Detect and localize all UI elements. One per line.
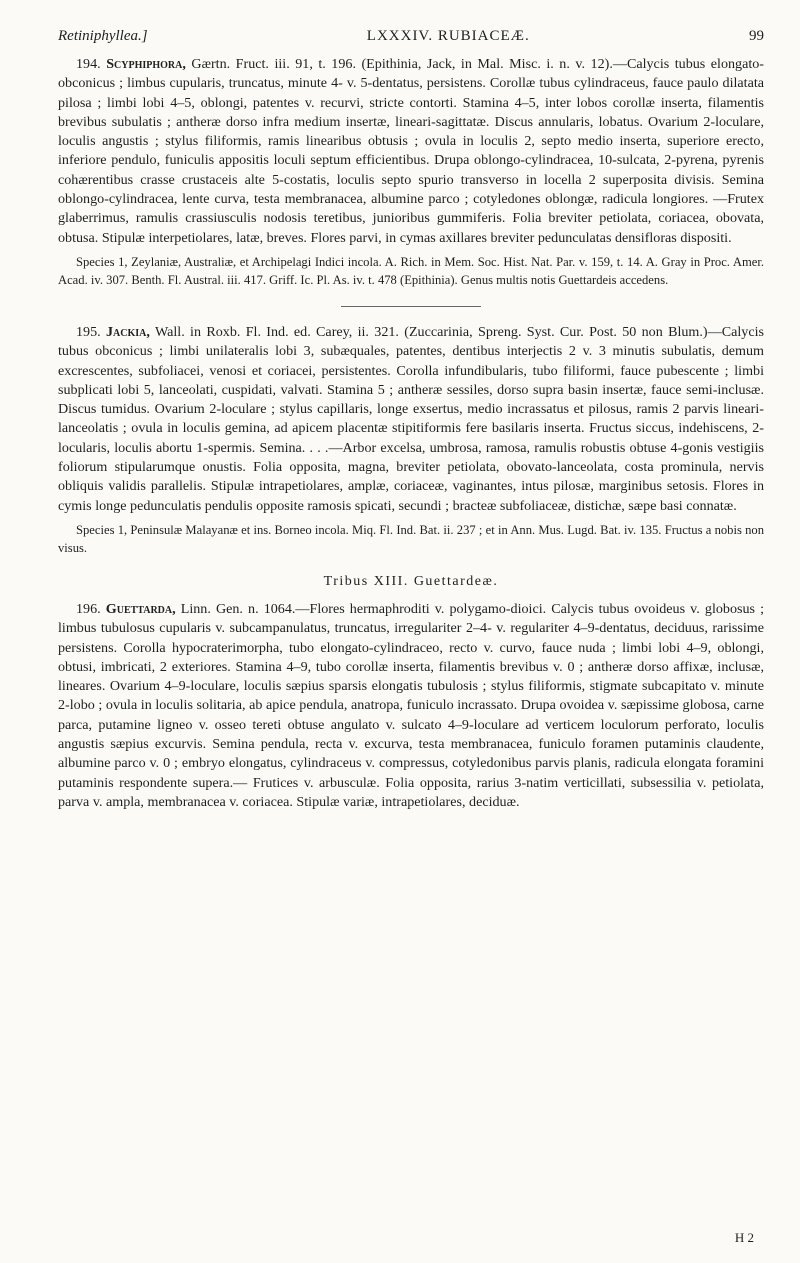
- entry-text: Gærtn. Fruct. iii. 91, t. 196. (Epithinia, Jack, in Mal. Misc. i. n. v. 12).—Calycis tubus elongato-obconicus ; limbus cupularis, truncatus, minute 4- v. 5-dentatus, persistens. Corollæ tubus cylindraceus, fauce paulo dilatata pilosa ; limbi lobi 4–5, oblongi, patentes v. recurvi, stricte contorti. Stamina 4–5, inter lobos corollæ inserta, filamentis brevibus subulatis ; antheræ dorso infra medium insertæ, lineari-sagittatæ. Discus annularis, lobatus. Ovarium 2-loculare, loculis angustis ; stylus filiformis, ramis linearibus obtusis ; ovula in loculis 2, septo medio inserta, superiore erecto, inferiore pendulo, funiculis appositis loculi septum efficientibus. Drupa oblongo-cylindracea, 10-sulcata, 2-pyrena, pyrenis cohærentibus crasse crustaceis alte 5-costatis, loculis septo spurio transverso in locella 2 superposita divisis. Semina oblongo-cylindracea, lente curva, testa membranacea, albumine parco ; cotyledones oblongæ, radicula longiores. —Frutex glaberrimus, ramulis crassiusculis nodosis teretibus, junioribus gummiferis. Folia breviter petiolata, coriacea, obovata, obtusa. Stipulæ interpetiolares, latæ, breves. Flores parvi, in cymas axillares breviter pedunculatas densifloras dispositi.: [58, 56, 764, 246]
- entry-references: Species 1, Zeylaniæ, Australiæ, et Archipelagi Indici incola. A. Rich. in Mem. Soc. Hist. Nat. Par. v. 159, t. 14. A. Gray in Proc. Amer. Acad. iv. 307. Benth. Fl. Austral. iii. 417. Griff. Ic. Pl. As. iv. t. 478 (Epithinia). Genus multis notis Guettardeis accedens.: [58, 254, 764, 287]
- running-header: [58, 28, 764, 45]
- entry-number: 194.: [76, 56, 101, 72]
- entry-body: [58, 55, 764, 248]
- entry-body: [58, 323, 764, 516]
- header-family-title: LXXXIV. RUBIACEÆ.: [366, 28, 530, 44]
- entry-references: Species 1, Peninsulæ Malayanæ et ins. Borneo incola. Miq. Fl. Ind. Bat. ii. 237 ; et in Ann. Mus. Lugd. Bat. iv. 135. Fructus a nobis non visus.: [58, 522, 764, 555]
- header-section-title: Retiniphyllea.]: [58, 28, 148, 44]
- tribe-heading: Tribus XIII. Guettardeæ.: [323, 573, 499, 589]
- genus-name: Jackia,: [105, 323, 150, 340]
- page-number: 99: [748, 28, 764, 44]
- entry-number: 196.: [76, 600, 101, 617]
- entry-number: 195.: [76, 323, 101, 340]
- section-divider: [341, 306, 481, 307]
- signature-mark: H 2: [734, 1230, 754, 1245]
- genus-name: Scyphiphora,: [106, 56, 186, 72]
- genus-name: Guettarda,: [105, 600, 176, 617]
- entry-body: [58, 600, 764, 812]
- entry-scyphiphora: [58, 55, 764, 289]
- entry-guettarda: [58, 600, 764, 812]
- entry-text: Wall. in Roxb. Fl. Ind. ed. Carey, ii. 321. (Zuccarinia, Spreng. Syst. Cur. Post. 50 non Blum.)—Calycis tubus obconicus ; limbi unilateralis lobi 3, subæquales, patentes, dentibus interjectis 2 v. 3 minutis subulatis, demum excrescentes, subfoliacei, venosi et coriacei, persistentes. Corolla infundibularis, tubo filiformi, fauce pubescente ; limbi subplicati lobi 5, lanceolati, cuspidati, valvati. Stamina 5 ; antheræ sessiles, dorso supra basin insertæ, fauce semi-inclusæ. Discus tumidus. Ovarium 2-loculare ; stylus capillaris, longe exsertus, medio incrassatus et pilosus, ramis 2 parvis lineari-lanceolatis ; ovula in loculis gemina, ad apicem placentæ stipitiformis fere basilaris inserta. Fructus siccus, indehiscens, 2-locularis, loculis abortu 1-spermis. Semina. . . .—Arbor excelsa, umbrosa, ramosa, ramulis robustis obtuse 4-gonis vestigiis foliorum stipularumque onustis. Folia opposita, magna, breviter petiolata, obovato-lanceolata, costa prominula, nervis obliquis validis parallelis. Stipulæ intrapetiolares, amplæ, coriaceæ, vaginantes, intus pilosæ, marginibus setosis. Flores in cymis longe pedunculatis pendulis opposite ramosis spicati, secundi ; bracteæ subfoliaceæ, distichæ, sæpe basi connatæ.: [58, 323, 764, 514]
- entry-jackia: [58, 323, 764, 557]
- entry-text: Linn. Gen. n. 1064.—Flores hermaphroditi v. polygamo-dioici. Calycis tubus ovoideus v. globosus ; limbus tubulosus cupularis v. subcampanulatus, truncatus, irregulariter 2–4- v. regulariter 4–9-dentatus, deciduus, rarissime persistens. Corolla hypocraterimorpha, tubo elongato-cylindraceo, recto v. curvo, fauce nuda ; limbi lobi 4–9, oblongi, obtusi, imbricati, 2 exteriores. Stamina 4–9, tubo corollæ inserta, filamentis brevibus v. 0 ; antheræ dorso affixæ, inclusæ, lineares. Ovarium 4–9-loculare, loculis sæpius sparsis elongatis tubulosis ; stylus filiformis, stigmate subcapitato v. minute 2-lobo ; ovula in loculis solitaria, ab apice pendula, anatropa, funiculo incrassato. Drupa ovoidea v. sæpissime globosa, carne parca, putamine ligneo v. osseo tereti obtuse angulato v. sulcato 4–9-loculare ad verticem loculorum perforato, loculis angustis sæpius excurvis. Semina pendula, recta v. excurva, testa membranacea, funiculo foramen putaminis claudente, albumine parco v. 0 ; embryo elongatus, cylindraceus v. compressus, cotyledonibus parvis planis, radicula elongata foramini putaminis respondente supera.— Frutices v. arbusculæ. Folia opposita, rarius 3-natim verticillati, subsessilia v. petiolata, parva v. ampla, membranacea v. coriacea. Stipulæ variæ, intrapetiolares, deciduæ.: [58, 600, 765, 810]
